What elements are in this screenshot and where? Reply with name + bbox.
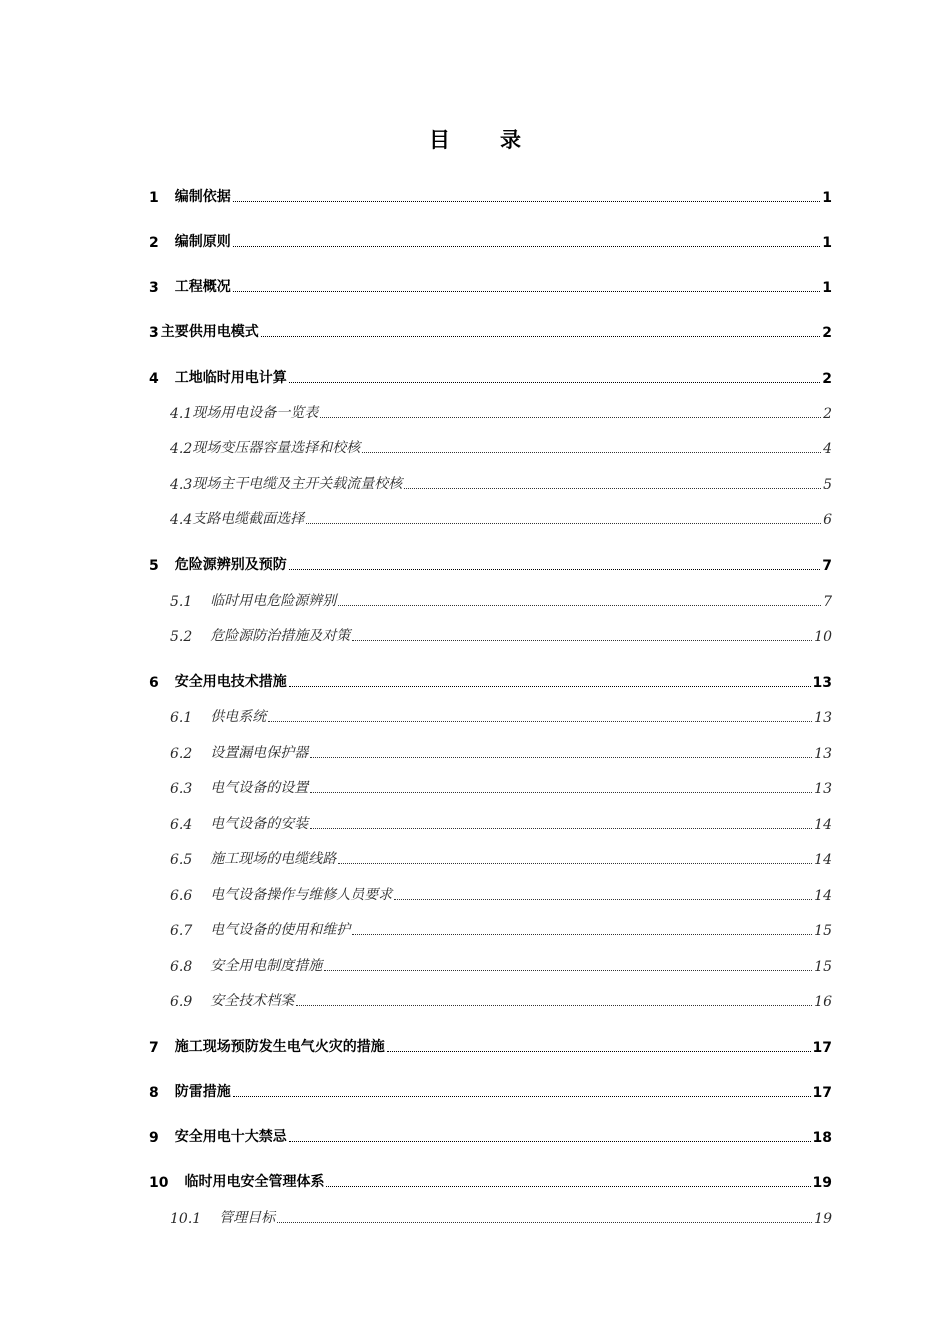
toc-subentry[interactable] <box>170 775 832 797</box>
toc-leader-dots <box>352 639 812 641</box>
toc-entry[interactable] <box>149 274 832 296</box>
toc-leader-dots <box>233 245 821 247</box>
toc-entry-text: 现场变压器容量选择和校核 <box>192 440 361 456</box>
toc-leader-dots <box>394 898 812 900</box>
toc-entry-page: 17 <box>812 1040 832 1056</box>
toc-subentry[interactable] <box>170 846 832 868</box>
toc-entry-text: 主要供用电模式 <box>160 324 259 340</box>
toc-entry-number: 6.4 <box>170 817 193 833</box>
toc-leader-dots <box>296 1004 812 1006</box>
toc-subentry[interactable] <box>170 704 832 726</box>
toc-entry-text: 安全用电制度措施 <box>210 958 323 974</box>
toc-entry-page: 2 <box>822 371 832 387</box>
toc-leader-dots <box>289 381 821 383</box>
toc-entry[interactable] <box>149 365 832 387</box>
toc-subentry[interactable] <box>170 740 832 762</box>
toc-entry-text: 工程概况 <box>174 279 231 295</box>
toc-entry-number: 10.1 <box>170 1211 202 1227</box>
toc-entry-text: 电气设备操作与维修人员要求 <box>210 887 393 903</box>
toc-entry-page: 1 <box>822 190 832 206</box>
toc-entry-text: 危险源防治措施及对策 <box>210 628 351 644</box>
toc-entry-text: 安全用电技术措施 <box>174 674 287 690</box>
toc-entry-number: 6.8 <box>170 959 193 975</box>
toc-entry-text: 设置漏电保护器 <box>210 745 309 761</box>
toc-entry-number: 5 <box>149 558 159 574</box>
toc-subentry[interactable] <box>170 435 832 457</box>
toc-entry-number: 6 <box>149 675 159 691</box>
toc-subentry[interactable] <box>170 1205 832 1227</box>
toc-entry-page: 2 <box>822 325 832 341</box>
toc-entry[interactable] <box>149 184 832 206</box>
toc-entry-number: 6.5 <box>170 852 193 868</box>
toc-entry-text: 临时用电危险源辨别 <box>210 593 337 609</box>
toc-entry-text: 供电系统 <box>210 709 267 725</box>
toc-entry-page: 18 <box>812 1130 832 1146</box>
toc-leader-dots <box>338 604 821 606</box>
toc-entry[interactable] <box>149 229 832 251</box>
toc-entry-number: 4.1 <box>170 406 193 422</box>
toc-entry-number: 7 <box>149 1040 159 1056</box>
toc-entry[interactable] <box>149 1169 832 1191</box>
toc-entry-page: 15 <box>814 923 832 939</box>
toc-leader-dots <box>233 290 821 292</box>
toc-entry-number: 6.3 <box>170 781 193 797</box>
toc-title <box>0 124 950 154</box>
toc-entry-page: 5 <box>823 477 832 493</box>
toc-entry-text: 危险源辨别及预防 <box>174 557 287 573</box>
toc-entry-text: 施工现场的电缆线路 <box>210 851 337 867</box>
toc-entry[interactable] <box>149 1034 832 1056</box>
toc-leader-dots <box>387 1050 811 1052</box>
toc-entry-page: 17 <box>812 1085 832 1101</box>
toc-title-char-1: 目 <box>429 128 450 152</box>
toc-entry-number: 5.1 <box>170 594 193 610</box>
toc-entry-page: 16 <box>814 994 832 1010</box>
toc-entry[interactable] <box>149 552 832 574</box>
toc-leader-dots <box>306 522 821 524</box>
toc-entry-text: 施工现场预防发生电气火灾的措施 <box>174 1039 385 1055</box>
toc-subentry[interactable] <box>170 400 832 422</box>
toc-leader-dots <box>326 1185 810 1187</box>
toc-entry-number: 4.4 <box>170 512 193 528</box>
toc-entry-number: 5.2 <box>170 629 193 645</box>
toc-entry-text: 编制原则 <box>174 234 231 250</box>
toc-entry-text: 电气设备的安装 <box>210 816 309 832</box>
toc-entry-text: 安全用电十大禁忌 <box>174 1129 287 1145</box>
toc-entry-number: 4.2 <box>170 441 193 457</box>
toc-entry-text: 现场主干电缆及主开关载流量校核 <box>192 476 403 492</box>
toc-subentry[interactable] <box>170 623 832 645</box>
toc-entry-text: 安全技术档案 <box>210 993 295 1009</box>
toc-leader-dots <box>277 1221 812 1223</box>
toc-subentry[interactable] <box>170 953 832 975</box>
toc-entry-page: 13 <box>814 781 832 797</box>
toc-entry-number: 6.2 <box>170 746 193 762</box>
toc-entry-number: 3 <box>149 325 159 341</box>
toc-leader-dots <box>261 335 821 337</box>
toc-entry[interactable] <box>149 319 832 341</box>
toc-entry-number: 3 <box>149 280 159 296</box>
toc-entry-page: 1 <box>822 280 832 296</box>
toc-subentry[interactable] <box>170 917 832 939</box>
toc-entry-number: 4 <box>149 371 159 387</box>
toc-entry-number: 4.3 <box>170 477 193 493</box>
toc-leader-dots <box>268 720 812 722</box>
toc-entry-text: 电气设备的设置 <box>210 780 309 796</box>
toc-entry-number: 6.7 <box>170 923 193 939</box>
toc-entry-text: 电气设备的使用和维护 <box>210 922 351 938</box>
toc-entry-page: 7 <box>823 594 832 610</box>
toc-leader-dots <box>352 933 812 935</box>
toc-entry[interactable] <box>149 669 832 691</box>
toc-leader-dots <box>324 969 812 971</box>
toc-entry-text: 支路电缆截面选择 <box>192 511 305 527</box>
toc-entry-page: 14 <box>814 817 832 833</box>
toc-entry-page: 10 <box>814 629 832 645</box>
toc-subentry[interactable] <box>170 588 832 610</box>
toc-leader-dots <box>289 1140 811 1142</box>
toc-entry-page: 13 <box>814 746 832 762</box>
toc-entry-number: 1 <box>149 190 159 206</box>
toc-entry-page: 15 <box>814 959 832 975</box>
toc-entry-number: 10 <box>149 1175 169 1191</box>
toc-entry-page: 19 <box>812 1175 832 1191</box>
toc-subentry[interactable] <box>170 471 832 493</box>
toc-entry-page: 4 <box>823 441 832 457</box>
toc-entry-number: 9 <box>149 1130 159 1146</box>
toc-entry-text: 管理目标 <box>219 1210 276 1226</box>
toc-entry-number: 6.6 <box>170 888 193 904</box>
toc-entry-page: 14 <box>814 852 832 868</box>
toc-leader-dots <box>310 791 812 793</box>
toc-entry-page: 7 <box>822 558 832 574</box>
toc-entry-page: 14 <box>814 888 832 904</box>
toc-entry-page: 6 <box>823 512 832 528</box>
toc-leader-dots <box>289 568 821 570</box>
toc-title-char-2: 录 <box>500 128 521 152</box>
toc-entry-page: 1 <box>822 235 832 251</box>
toc-leader-dots <box>310 827 812 829</box>
toc-leader-dots <box>233 1095 811 1097</box>
toc-leader-dots <box>310 756 812 758</box>
toc-subentry[interactable] <box>170 811 832 833</box>
toc-entry-text: 工地临时用电计算 <box>174 370 287 386</box>
toc-leader-dots <box>362 451 821 453</box>
toc-entry-text: 编制依据 <box>174 189 231 205</box>
toc-entry-number: 6.1 <box>170 710 193 726</box>
toc-subentry[interactable] <box>170 988 832 1010</box>
toc-leader-dots <box>320 416 821 418</box>
toc-entry-text: 防雷措施 <box>174 1084 231 1100</box>
toc-entry[interactable] <box>149 1079 832 1101</box>
toc-entry-number: 6.9 <box>170 994 193 1010</box>
toc-leader-dots <box>404 487 821 489</box>
toc-entry-page: 19 <box>814 1211 832 1227</box>
toc-entry[interactable] <box>149 1124 832 1146</box>
toc-leader-dots <box>233 200 821 202</box>
toc-leader-dots <box>338 862 812 864</box>
toc-subentry[interactable] <box>170 882 832 904</box>
toc-entry-number: 8 <box>149 1085 159 1101</box>
toc-leader-dots <box>289 685 811 687</box>
toc-entry-page: 2 <box>823 406 832 422</box>
toc-entry-page: 13 <box>814 710 832 726</box>
toc-entry-page: 13 <box>812 675 832 691</box>
toc-entry-text: 临时用电安全管理体系 <box>184 1174 325 1190</box>
toc-entry-number: 2 <box>149 235 159 251</box>
toc-subentry[interactable] <box>170 506 832 528</box>
toc-entry-text: 现场用电设备一览表 <box>192 405 319 421</box>
